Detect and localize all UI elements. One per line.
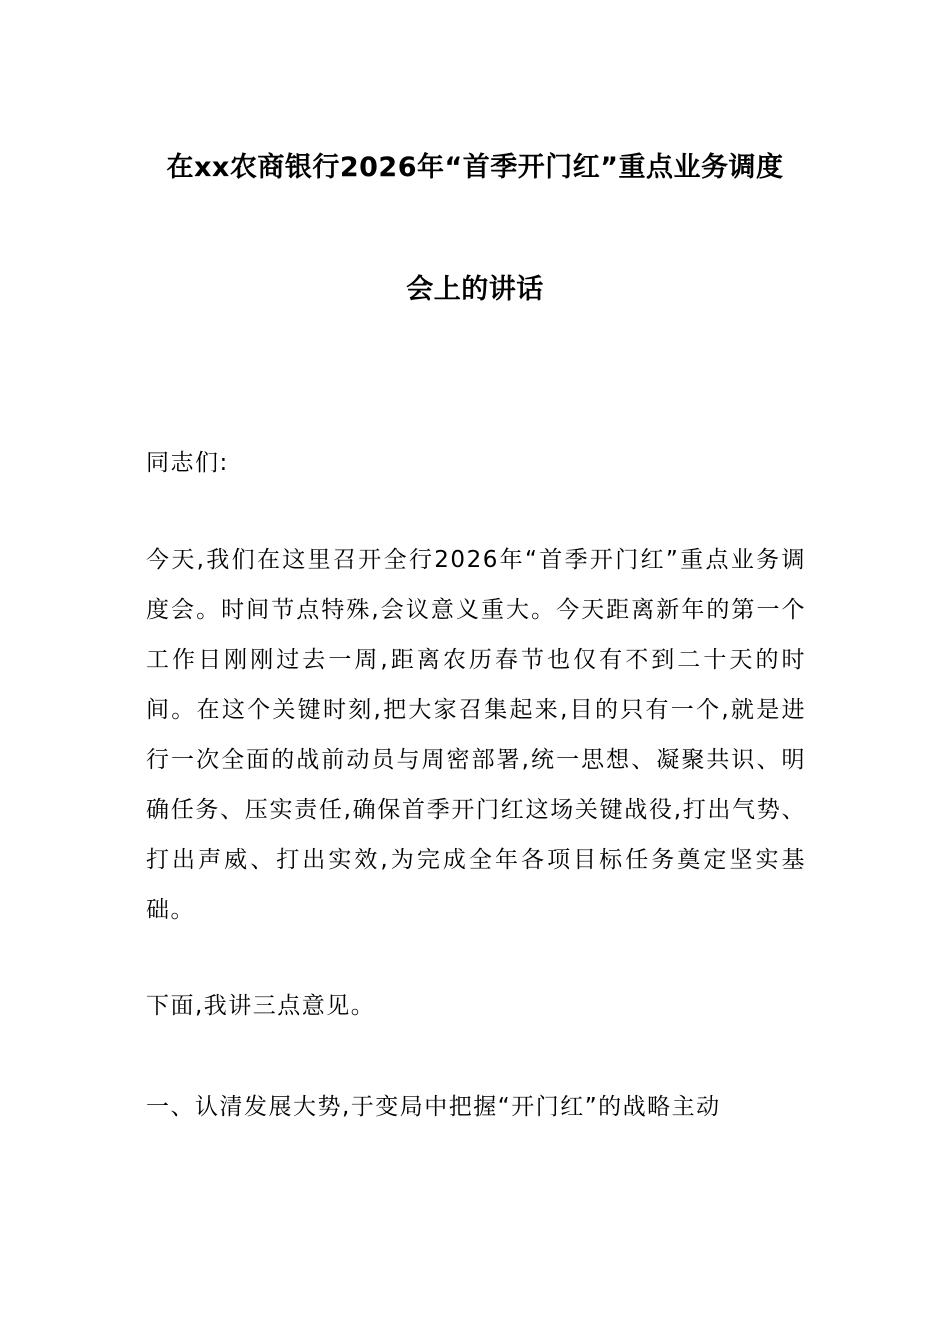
section-heading-1: 一、认清发展大势,于变局中把握“开门红”的战略主动 (146, 1094, 721, 1120)
body-paragraph-2: 下面,我讲三点意见。 (146, 993, 376, 1019)
salutation: 同志们: (146, 450, 229, 476)
body-paragraph-1: 今天,我们在这里召开全行2026年“首季开门红”重点业务调度会。时间节点特殊,会议意义重大。今天距离新年的第一个工作日刚刚过去一周,距离农历春节也仅有不到二十天的时间。在这个关键时刻,把大家召集起来,目的只有一个,就是进行一次全面的战前动员与周密部署,统一思想、凝聚共识、明确任务、压实责任,确保首季开门红这场关键战役,打出气势、打出声威、打出实效,为完成全年各项目标任务奠定坚实基础。 (146, 547, 806, 923)
title-line-2: 会上的讲话 (406, 274, 544, 305)
title-line-1: 在xx农商银行2026年“首季开门红”重点业务调度 (166, 152, 784, 183)
